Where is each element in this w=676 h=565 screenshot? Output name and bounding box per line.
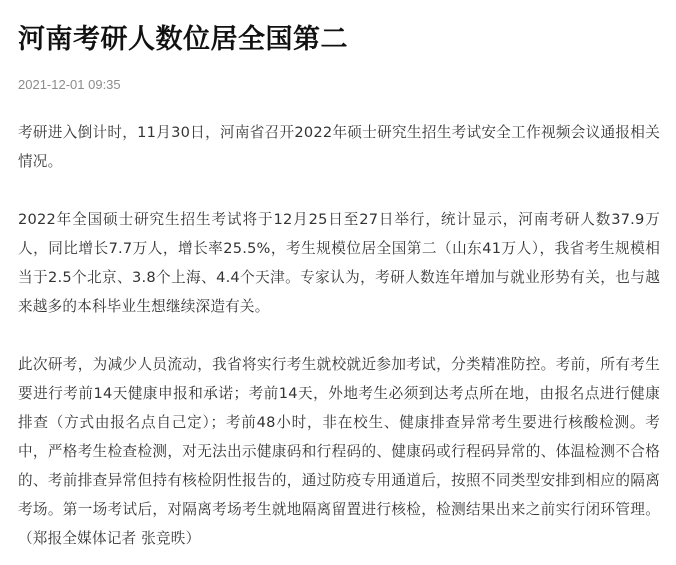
paragraph-spacer bbox=[18, 176, 660, 205]
paragraph-spacer bbox=[18, 321, 660, 350]
publish-datetime: 2021-12-01 09:35 bbox=[18, 77, 121, 92]
article-title: 河南考研人数位居全国第二 bbox=[18, 24, 348, 55]
paragraph-prevention: 此次研考，为减少人员流动，我省将实行考生就校就近参加考试，分类精准防控。考前，所有考生要进行考前14天健康申报和承诺；考前14天，外地考生必须到达考点所在地，由报名点进行健康排查（方式由报名点自己定）；考前48小时，非在校生、健康排查异常考生要进行核酸检测。考中，严格考生检查检测，对无法出示健康码和行程码的、健康码或行程码异常的、体温检测不合格的、考前排查异常但持有核检阴性报告的，通过防疫专用通道后，按照不同类型安排到相应的隔离考场。第一场考试后，对隔离考场考生就地隔离留置进行核检，检测结果出来之前实行闭环管理。（郑报全媒体记者 张竞昳） bbox=[18, 356, 660, 547]
paragraph-statistics: 2022年全国硕士研究生招生考试将于12月25日至27日举行，统计显示，河南考研人数37.9万人，同比增长7.7万人，增长率25.5%，考生规模位居全国第二（山东41万人），我省考生规模相当于2.5个北京、3.8个上海、4.4个天津。专家认为，考研人数连年增加与就业形势有关，也与越来越多的本科毕业生想继续深造有关。 bbox=[18, 211, 660, 315]
paragraph-intro: 考研进入倒计时，11月30日，河南省召开2022年硕士研究生招生考试安全工作视频会议通报相关情况。 bbox=[18, 124, 660, 170]
article-body bbox=[18, 118, 660, 553]
